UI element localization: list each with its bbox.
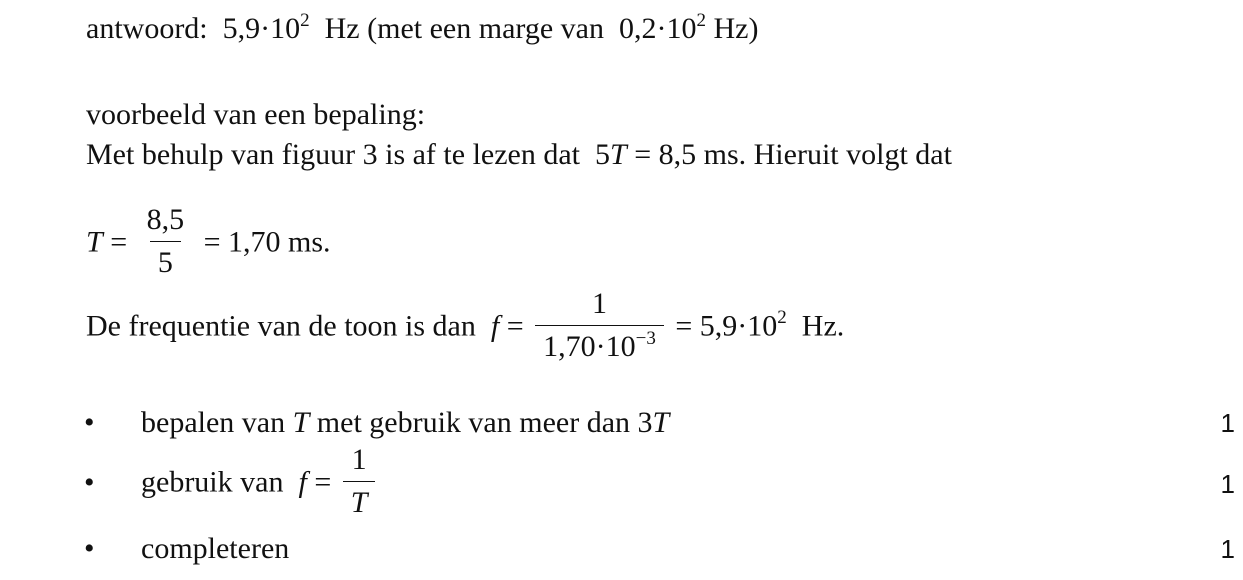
period-equation (86, 203, 331, 281)
frequency-denominator (535, 325, 664, 362)
frequency-fraction (535, 289, 664, 362)
answer-exponent: 2 (300, 10, 310, 31)
criterion-bullet: • (84, 466, 95, 499)
answer-margin-close: Hz) (713, 12, 759, 45)
criterion-1-var-a: T (292, 406, 310, 439)
line1-equation-rest: = 8,5 ms (626, 138, 739, 171)
criterion-2-formula-equals: = (306, 465, 332, 499)
criterion-2-fraction (343, 445, 376, 518)
frequency-equals: = (499, 309, 524, 343)
criterion-2-score: 1 (1220, 469, 1235, 499)
criterion-3-score: 1 (1220, 534, 1235, 564)
frequency-denominator-mantissa: 1,70·10 (543, 330, 636, 363)
period-fraction (139, 205, 193, 278)
period-variable: T (86, 225, 103, 259)
frequency-result: = 5,9·10 (675, 309, 778, 343)
criterion-2-formula-variable: f (298, 465, 307, 499)
criterion-1-score: 1 (1220, 408, 1235, 438)
line1-variable: T (610, 138, 627, 171)
frequency-unit: Hz. (801, 309, 845, 343)
criterion-1 (141, 408, 669, 438)
frequency-result-exponent: 2 (777, 307, 787, 329)
example-heading: voorbeeld van een bepaling: (86, 98, 426, 131)
frequency-numerator: 1 (592, 287, 607, 320)
criterion-1-text-a: bepalen van (141, 406, 293, 439)
period-denominator: 5 (150, 241, 181, 278)
example-line-1 (86, 140, 952, 170)
answer-margin-exponent: 2 (696, 10, 706, 31)
answer-line (86, 10, 759, 45)
criterion-2 (141, 443, 379, 521)
answer-label: antwoord: (86, 12, 208, 45)
frequency-text: De frequentie van de toon is dan (86, 309, 476, 343)
answer-value: 5,9·10 (222, 12, 301, 45)
criterion-bullet: • (84, 532, 95, 565)
criterion-1-text-b: met gebruik van meer dan 3 (309, 406, 653, 439)
answer-margin-open: (met een marge van (367, 12, 604, 45)
criterion-bullet: • (84, 406, 95, 439)
frequency-equation (86, 287, 845, 365)
answer-margin-value: 0,2·10 (618, 12, 697, 45)
criterion-2-denominator: T (343, 481, 376, 518)
period-numerator: 8,5 (146, 203, 185, 236)
criterion-2-text: gebruik van (141, 465, 284, 499)
period-equals: = (102, 225, 128, 259)
frequency-denominator-exponent: −3 (635, 328, 656, 349)
line1-coefficient: 5 (595, 138, 611, 171)
line1-text: Met behulp van figuur 3 is af te lezen dat (86, 138, 581, 171)
frequency-variable: f (490, 309, 500, 343)
line1-equation (595, 138, 739, 171)
criterion-3: completeren (141, 532, 290, 565)
line1-tail: . Hieruit volgt dat (738, 138, 952, 171)
period-result: = 1,70 ms. (203, 225, 331, 259)
criterion-1-var-b: T (652, 406, 670, 439)
criterion-2-numerator: 1 (351, 443, 367, 476)
answer-unit: Hz (324, 12, 360, 45)
